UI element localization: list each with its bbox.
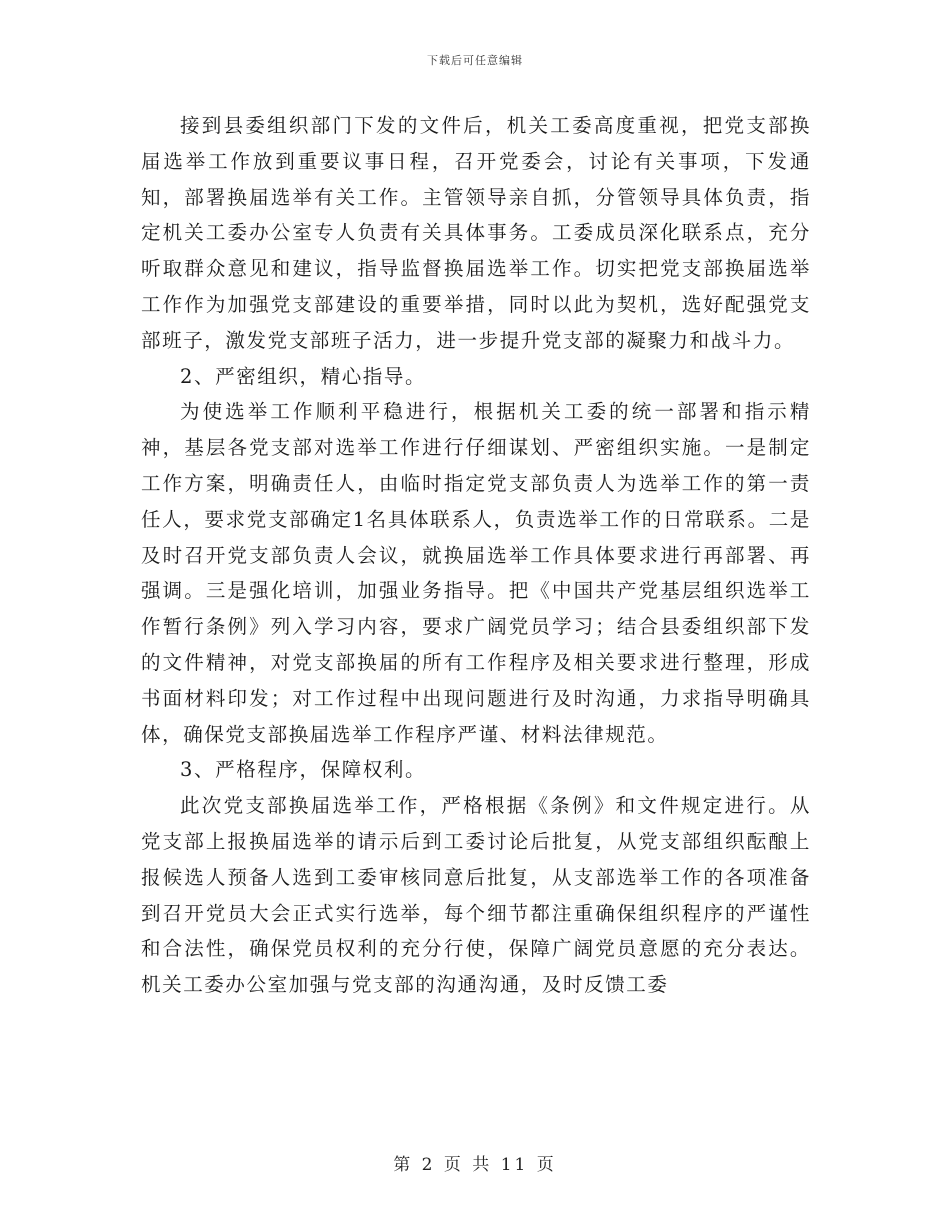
document-body [141, 108, 811, 1003]
section-heading-2: 2、严密组织，精心指导。 [180, 364, 427, 388]
paragraph-2: 为使选举工作顺利平稳进行，根据机关工委的统一部署和指示精神，基层各党支部对选举工作进行仔细谋划、严密组织实施。一是制定工作方案，明确责任人，由临时指定党支部负责人为选举工作的第一责任人，要求党支部确定1名具体联系人，负责选举工作的日常联系。二是及时召开党支部负责人会议，就换届选举工作具体要求进行再部署、再强调。三是强化培训，加强业务指导。把《中国共产党基层组织选举工作暂行条例》列入学习内容，要求广阔党员学习；结合县委组织部下发的文件精神，对党支部换届的所有工作程序及相关要求进行整理，形成书面材料印发；对工作过程中出现问题进行及时沟通，力求指导明确具体，确保党支部换届选举工作程序严谨、材料法律规范。 [141, 400, 811, 746]
paragraph-3: 此次党支部换届选举工作，严格根据《条例》和文件规定进行。从党支部上报换届选举的请示后到工委讨论后批复，从党支部组织酝酿上报候选人预备人选到工委审核同意后批复，从支部选举工作的各项准备到召开党员大会正式实行选举，每个细节都注重确保组织程序的严谨性和合法性，确保党员权利的充分行使，保障广阔党员意愿的充分表达。机关工委办公室加强与党支部的沟通沟通，及时反馈工委 [141, 794, 811, 997]
paragraph-1: 接到县委组织部门下发的文件后，机关工委高度重视，把党支部换届选举工作放到重要议事日程，召开党委会，讨论有关事项，下发通知，部署换届选举有关工作。主管领导亲自抓，分管领导具体负责，指定机关工委办公室专人负责有关具体事务。工委成员深化联系点，充分听取群众意见和建议，指导监督换届选举工作。切实把党支部换届选举工作作为加强党支部建设的重要举措，同时以此为契机，选好配强党支部班子，激发党支部班子活力，进一步提升党支部的凝聚力和战斗力。 [141, 114, 811, 352]
page-header: 下载后可任意编辑 [427, 54, 523, 67]
section-heading-3: 3、严格程序，保障权利。 [180, 758, 427, 782]
page-number-footer: 第 2 页 共 11 页 [393, 1155, 557, 1175]
